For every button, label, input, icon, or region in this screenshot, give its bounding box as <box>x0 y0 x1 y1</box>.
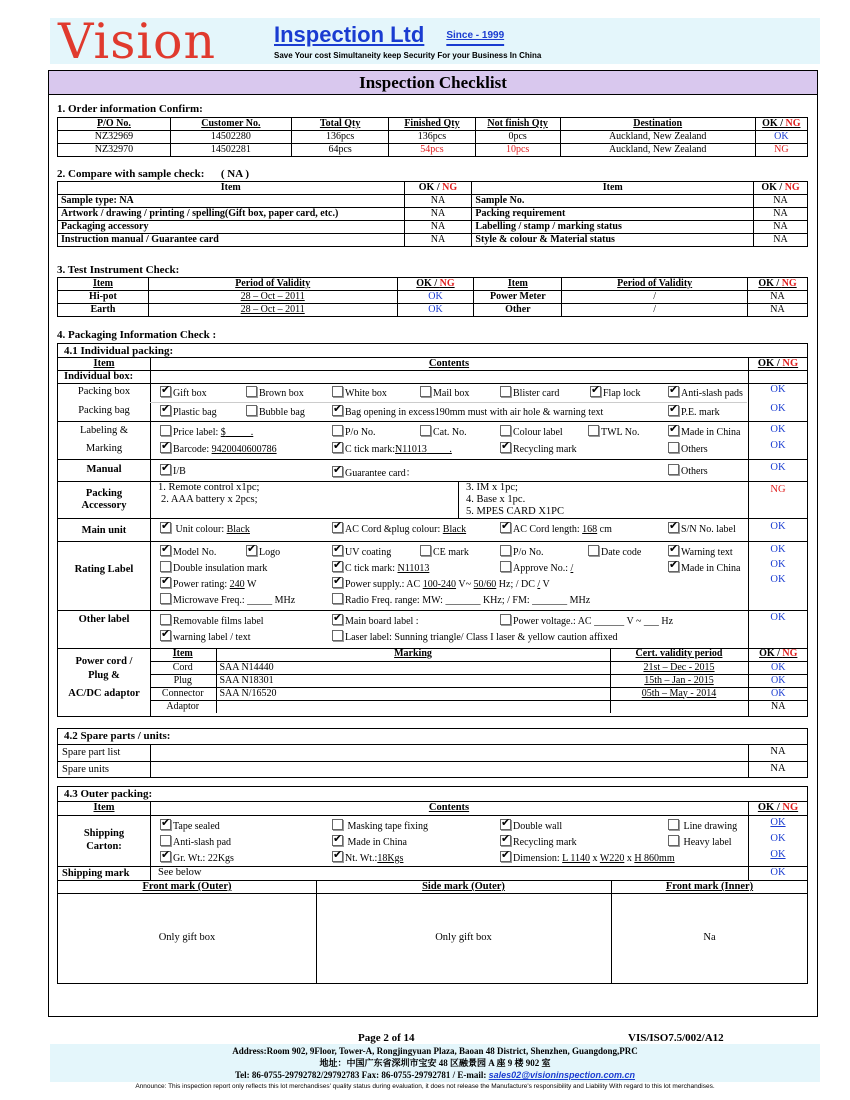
opt-brown-box[interactable]: Brown box <box>246 386 304 399</box>
checklist-frame <box>48 70 818 1017</box>
opt-blister-card[interactable]: Blister card <box>500 386 559 399</box>
cell: 64pcs <box>291 144 388 157</box>
table-row <box>58 304 808 317</box>
col-okng: OK / NG <box>757 802 799 813</box>
opt-colour-label[interactable]: Colour label <box>500 425 563 438</box>
opt-anti-slash-pad[interactable]: Anti-slash pad <box>160 835 231 848</box>
opt-approve-no[interactable]: Approve No.: / <box>500 561 573 574</box>
opt-line-drawing[interactable]: Line drawing <box>668 819 737 832</box>
col-okng: OK / NG <box>748 648 808 661</box>
email-link[interactable]: sales02@visioninspection.com.cn <box>488 1070 635 1080</box>
opt-c-tick[interactable]: ✔ C tick mark: N11013 <box>332 561 429 574</box>
cell: 28 – Oct – 2011 <box>148 304 397 317</box>
opt-flap-lock[interactable]: ✔ Flap lock <box>590 386 641 399</box>
table-row <box>58 221 808 234</box>
rating-label: Rating Label <box>74 564 134 575</box>
company-logo: Vision <box>58 13 217 70</box>
status-ok: OK <box>397 304 474 317</box>
status-ok: OK <box>770 440 786 451</box>
front-mark-inner-value: Na <box>703 932 716 943</box>
status-ok: OK <box>770 612 786 623</box>
col-okng: OK / NG <box>397 278 474 291</box>
col-customer: Customer No. <box>170 118 291 131</box>
col-okng: OK / NG <box>755 118 807 131</box>
col-okng: OK / NG <box>754 182 808 195</box>
outer-packing-block <box>57 786 808 984</box>
status-ok: OK <box>770 867 786 878</box>
col-contents: Contents <box>428 802 470 813</box>
cell: Power Meter <box>474 291 562 304</box>
table-row <box>150 674 808 687</box>
opt-others[interactable]: Others <box>668 442 708 455</box>
cell: 14502281 <box>170 144 291 157</box>
table-row <box>58 234 808 247</box>
main-unit-label: Main unit <box>81 525 127 536</box>
cell: 28 – Oct – 2011 <box>148 291 397 304</box>
cell <box>216 700 610 713</box>
status-ok: OK <box>770 521 786 532</box>
accessory-item: 4. Base x 1pc. <box>466 494 526 505</box>
cell: Auckland, New Zealand <box>560 131 755 144</box>
table-row <box>58 144 808 157</box>
status-ok: OK <box>770 574 786 585</box>
shipping-carton-label: Shipping <box>83 828 125 839</box>
labeling-label: Labeling & <box>79 425 129 436</box>
opt-tape-sealed[interactable]: ✔Tape sealed <box>160 819 220 832</box>
col-contents: Contents <box>428 358 470 369</box>
col-item: Item <box>150 648 216 661</box>
col-marking: Marking <box>216 648 610 661</box>
opt-logo[interactable]: ✔ Logo <box>246 545 280 558</box>
table-row <box>150 687 808 700</box>
opt-po-no[interactable]: P/o No. <box>332 425 376 438</box>
adaptor-label: AC/DC adaptor <box>68 688 140 699</box>
col-destination: Destination <box>560 118 755 131</box>
opt-radio-freq[interactable]: Radio Freq. range: MW: _______ KHz; / FM: _______ MHz <box>332 593 590 606</box>
marking-label: Marking <box>85 443 123 454</box>
instrument-table <box>57 277 808 317</box>
opt-date-code[interactable]: Date code <box>588 545 641 558</box>
cell: SAA N14440 <box>216 661 610 674</box>
opt-uv-coating[interactable]: ✔ UV coating <box>332 545 391 558</box>
cell: Other <box>474 304 562 317</box>
col-validity: Period of Validity <box>148 278 397 291</box>
cell: NA <box>748 700 808 713</box>
footer-announce: Announce: This inspection report only reflects this lot merchandises' quality status during evaluation, it does not release the Manufacture's responsibility and Liability With regard to this lot merchandises. <box>135 1083 715 1090</box>
col-okng: OK / NG <box>748 278 808 291</box>
col-side-mark-outer: Side mark (Outer) <box>422 881 505 892</box>
col-front-mark-outer: Front mark (Outer) <box>142 881 232 892</box>
opt-others[interactable]: Others <box>668 464 708 477</box>
shipping-mark-value: See below <box>158 867 202 878</box>
sample-table <box>57 181 808 247</box>
opt-made-in-china[interactable]: ✔ Made in China <box>668 561 740 574</box>
cell: 54pcs <box>389 144 475 157</box>
shipping-mark-label: Shipping mark <box>62 868 130 879</box>
power-cord-label: Power cord / <box>75 656 133 667</box>
col-po: P/O No. <box>58 118 171 131</box>
section-2-title: 2. Compare with sample check: ( NA ) <box>57 168 249 180</box>
cell: NA <box>754 195 808 208</box>
opt-recycling-mark[interactable]: ✔ Recycling mark <box>500 835 577 848</box>
opt-heavy-label[interactable]: Heavy label <box>668 835 732 848</box>
individual-packing-block <box>57 343 808 717</box>
accessory-item: 3. IM x 1pc; <box>466 482 518 493</box>
individual-box-label: Individual box: <box>64 371 134 382</box>
cell: 0pcs <box>475 131 560 144</box>
opt-price-label[interactable]: Price label: $ . <box>160 425 253 438</box>
cell: NA <box>770 746 786 757</box>
table-row <box>58 131 808 144</box>
cell: 10pcs <box>475 144 560 157</box>
cell: NA <box>748 304 808 317</box>
cell: 14502280 <box>170 131 291 144</box>
subsection-4-1: 4.1 Individual packing: <box>64 345 174 357</box>
opt-microwave-freq[interactable]: Microwave Freq.: _____ MHz <box>160 593 295 606</box>
accessory-item: 5. MPES CARD X1PC <box>466 506 565 517</box>
section-4-title: 4. Packaging Information Check : <box>57 329 217 341</box>
opt-double-insulation[interactable]: Double insulation mark <box>160 561 267 574</box>
table-row <box>150 700 808 713</box>
cell: Style & colour & Material status <box>472 234 754 247</box>
cell: SAA N18301 <box>216 674 610 687</box>
cell <box>610 700 748 713</box>
cell: NA <box>754 208 808 221</box>
spare-units-label: Spare units <box>62 764 109 775</box>
section-3-title: 3. Test Instrument Check: <box>57 264 180 276</box>
front-mark-outer-value: Only gift box <box>158 932 216 943</box>
footer-address: Address:Room 902, 9Floor, Tower-A, Rongjingyuan Plaza, Baoan 48 District, Shenzhen, Guangdong,PRC <box>232 1046 638 1056</box>
opt-guarantee-card[interactable]: ✔ Guarantee card： <box>332 464 416 479</box>
opt-net-weight[interactable]: ✔ Nt. Wt.:18Kgs <box>332 851 403 864</box>
opt-unit-colour[interactable]: ✔ Unit colour: Black <box>160 522 250 535</box>
status-ng: NG <box>770 484 786 495</box>
opt-made-in-china[interactable]: ✔ Made in China <box>332 835 407 848</box>
opt-laser-label[interactable]: Laser label: Sunning triangle/ Class I laser & yellow caution affixed <box>332 630 618 643</box>
opt-recycling-mark[interactable]: ✔ Recycling mark <box>500 442 577 455</box>
opt-warning-label[interactable]: ✔warning label / text <box>160 630 250 643</box>
col-cert: Cert. validity period <box>610 648 748 661</box>
opt-power-voltage[interactable]: Power voltage.: AC ______ V ~ ___ Hz <box>500 614 673 627</box>
opt-white-box[interactable]: White box <box>332 386 387 399</box>
cell: Labelling / stamp / marking status <box>472 221 754 234</box>
opt-gross-weight[interactable]: ✔Gr. Wt.: 22Kgs <box>160 851 234 864</box>
shipping-carton-label: Carton: <box>86 841 122 852</box>
status-ok: OK <box>770 833 786 844</box>
cell: Sample type: NA <box>58 195 405 208</box>
since-label: Since - 1999 <box>446 30 505 42</box>
opt-power-supply[interactable]: ✔ Power supply.: AC 100-240 V~ 50/60 Hz; / DC / V <box>332 577 550 590</box>
status-ok: OK <box>755 131 807 144</box>
cell: Auckland, New Zealand <box>560 144 755 157</box>
cell: Earth <box>58 304 149 317</box>
cell: NA <box>754 234 808 247</box>
footer-tel: Tel: 86-0755-29792782/29792783 Fax: 86-0755-29792781 / E-mail: sales02@visioninspection.com.cn <box>235 1070 635 1080</box>
opt-c-tick[interactable]: ✔ C tick mark:N11013 . <box>332 442 452 455</box>
table-row <box>58 208 808 221</box>
col-total: Total Qty <box>291 118 388 131</box>
status-ng: NG <box>755 144 807 157</box>
cell: Adaptor <box>150 700 216 713</box>
col-item: Item <box>58 182 405 195</box>
power-cord-table <box>150 648 808 713</box>
status-ok: OK <box>770 384 786 395</box>
status-ok: OK <box>770 403 786 414</box>
status-ok: OK <box>770 849 786 860</box>
status-ok: OK <box>748 674 808 687</box>
cell: NA <box>754 221 808 234</box>
cell: Connector <box>150 687 216 700</box>
opt-ac-cord-length[interactable]: ✔ AC Cord length: 168 cm <box>500 522 612 535</box>
opt-twl-no[interactable]: TWL No. <box>588 425 640 438</box>
cell: NA <box>404 208 472 221</box>
side-mark-outer-value: Only gift box <box>435 932 492 943</box>
status-ok: OK <box>770 424 786 435</box>
col-finished: Finished Qty <box>389 118 475 131</box>
status-ok: OK <box>770 544 786 555</box>
cell: NA <box>404 234 472 247</box>
accessory-item: 2. AAA battery x 2pcs; <box>161 494 258 505</box>
opt-double-wall[interactable]: ✔ Double wall <box>500 819 562 832</box>
section-1-title: 1. Order information Confirm: <box>57 103 203 115</box>
opt-main-board[interactable]: ✔ Main board label : <box>332 614 419 627</box>
table-row <box>150 661 808 674</box>
page-title: Inspection Checklist <box>49 71 817 95</box>
cell: 136pcs <box>291 131 388 144</box>
cell: Plug <box>150 674 216 687</box>
other-label-label: Other label <box>78 614 130 625</box>
accessory-label: Accessory <box>81 500 127 511</box>
cell: 15th – Jan - 2015 <box>610 674 748 687</box>
status-ok: OK <box>770 817 786 828</box>
opt-ce-mark[interactable]: CE mark <box>420 545 469 558</box>
status-ok: OK <box>397 291 474 304</box>
opt-made-in-china[interactable]: ✔ Made in China <box>668 425 740 438</box>
status-ok: OK <box>748 661 808 674</box>
packing-box-label: Packing box <box>77 386 131 397</box>
opt-mail-box[interactable]: Mail box <box>420 386 469 399</box>
table-row <box>58 195 808 208</box>
col-front-mark-inner: Front mark (Inner) <box>665 881 754 892</box>
cell: Packaging accessory <box>58 221 405 234</box>
cell: NA <box>770 763 786 774</box>
col-item: Item <box>58 278 149 291</box>
opt-sn-label[interactable]: ✔ S/N No. label <box>668 522 736 535</box>
cell: 136pcs <box>389 131 475 144</box>
opt-barcode[interactable]: ✔Barcode: 9420040600786 <box>160 442 277 455</box>
subsection-4-3: 4.3 Outer packing: <box>64 788 153 800</box>
opt-removable-films[interactable]: Removable films label <box>160 614 264 627</box>
opt-anti-slash-pads[interactable]: ✔ Anti-slash pads <box>668 386 743 399</box>
document-code: VIS/ISO7.5/002/A12 <box>628 1032 724 1044</box>
col-item: Item <box>474 278 562 291</box>
opt-model-no[interactable]: ✔Model No. <box>160 545 216 558</box>
cell: 21st – Dec - 2015 <box>610 661 748 674</box>
cell: NZ32969 <box>58 131 171 144</box>
cell: SAA N/16520 <box>216 687 610 700</box>
cell: / <box>562 291 748 304</box>
opt-bubble-bag[interactable]: Bubble bag <box>246 405 305 418</box>
opt-masking-tape[interactable]: Masking tape fixing <box>332 819 428 832</box>
accessory-item: 1. Remote control x1pc; <box>158 482 260 493</box>
manual-label: Manual <box>86 464 122 475</box>
cell: NA <box>404 195 472 208</box>
cell: NA <box>404 221 472 234</box>
col-item: Item <box>93 358 115 369</box>
cell: Artwork / drawing / printing / spelling(Gift box, paper card, etc.) <box>58 208 405 221</box>
cell: Cord <box>150 661 216 674</box>
opt-ac-cord-colour[interactable]: ✔ AC Cord &plug colour: Black <box>332 522 466 535</box>
col-okng: OK / NG <box>404 182 472 195</box>
opt-gift-box[interactable]: ✔ Gift box <box>160 386 207 399</box>
opt-plastic-bag[interactable]: ✔ Plastic bag <box>160 405 217 418</box>
col-item: Item <box>93 802 115 813</box>
accessory-label: Packing <box>85 488 123 499</box>
col-validity: Period of Validity <box>562 278 748 291</box>
status-ok: OK <box>748 687 808 700</box>
company-slogan: Save Your cost Simultaneity keep Security For your Business In China <box>274 51 542 60</box>
col-okng: OK / NG <box>757 358 799 369</box>
opt-bag-opening[interactable]: ✔ Bag opening in excess190mm must with air hole & warning text <box>332 405 603 418</box>
status-ok: OK <box>770 462 786 473</box>
plug-label: Plug & <box>88 670 120 681</box>
page-number: Page 2 of 14 <box>358 1032 415 1044</box>
cell: 05th – May - 2014 <box>610 687 748 700</box>
cell: Hi-pot <box>58 291 149 304</box>
status-ok: OK <box>770 559 786 570</box>
letterhead <box>50 13 820 70</box>
subsection-4-2: 4.2 Spare parts / units: <box>64 730 171 742</box>
opt-dimension[interactable]: ✔ Dimension: L 1140 x W220 x H 860mm <box>500 851 675 864</box>
opt-po-no[interactable]: P/o No. <box>500 545 544 558</box>
cell: NZ32970 <box>58 144 171 157</box>
company-name: Inspection Ltd Since - 1999 <box>274 22 505 47</box>
opt-pe-mark[interactable]: ✔ P.E. mark <box>668 405 720 418</box>
col-notfinish: Not finish Qty <box>475 118 560 131</box>
cell: Packing requirement <box>472 208 754 221</box>
footer-address-cn: 地址：中国广东省深圳市宝安 48 区融景园 A 座 9 楼 902 室 <box>319 1058 551 1068</box>
table-row <box>58 291 808 304</box>
order-table <box>57 117 808 157</box>
spare-parts-block <box>57 728 808 778</box>
opt-cat-no[interactable]: Cat. No. <box>420 425 467 438</box>
col-item: Item <box>472 182 754 195</box>
cell: Sample No. <box>472 195 754 208</box>
cell: NA <box>748 291 808 304</box>
opt-ib[interactable]: ✔ I/B <box>160 464 186 477</box>
cell: Instruction manual / Guarantee card <box>58 234 405 247</box>
opt-power-rating[interactable]: ✔Power rating: 240 W <box>160 577 256 590</box>
packing-bag-label: Packing bag <box>78 405 130 416</box>
opt-warning-text[interactable]: ✔ Warning text <box>668 545 733 558</box>
cell: / <box>562 304 748 317</box>
footer-contact <box>50 1044 820 1082</box>
spare-part-list-label: Spare part list <box>62 747 121 758</box>
